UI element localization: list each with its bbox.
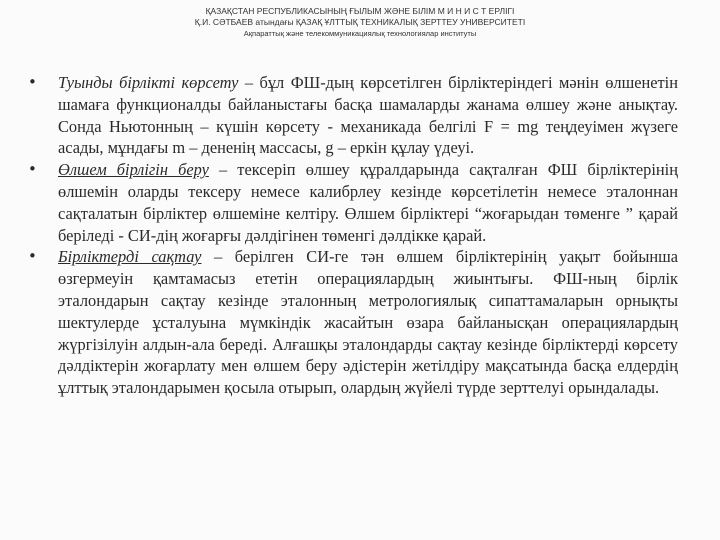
list-item [26, 72, 678, 159]
bullet-icon: • [28, 73, 37, 91]
list-item [26, 159, 678, 246]
header-institute: Ақпараттық және телекоммуникациялық технологиялар институты [243, 29, 477, 38]
item-text: – берілген СИ-ге тән өлшем бірліктерінің уақыт бойынша өзгермеуін қамтамасыз ететін операциялардың жиынтығы. ФШ-ның бірлік эталондарын сақтау кезінде эталонның метрологиялық сипаттамаларын орнықты шектулерде ұсталуына мүмкіндік жасайтын өзара байланысқан операциялардың жүргізілуін алдын-ала береді. Алғашқы эталондарды сақтау кезінде бірліктерді көрсету дәлдіктерін жоғарлату мен өлшем беру әдістерін жетілдіру мақсатында басқа елдердің ұлттық эталондарымен қосыла отырып, олардың жүйелі түрде зерттелуі орындалады. [58, 247, 679, 398]
item-text: – тексеріп өлшеу құралдарында сақталған ФШ бірліктерінің өлшемін оларды тексеру немесе калибрлеу кезінде көрсетілетін немесе эталоннан сақталатын бірліктер өлшеміне келтіру. Өлшем бірліктері “жоғарыдан төменге ” қарай беріледі - СИ-дің жоғарғы дәлдігінен төменгі дәлдікке қарай. [58, 160, 678, 245]
document-header [0, 6, 720, 39]
item-term: Өлшем бірлігін беру [58, 160, 209, 180]
bullet-icon: • [28, 160, 37, 179]
item-term: Туынды бірлікті көрсету [58, 73, 239, 92]
list-item [26, 246, 678, 399]
main-content [26, 72, 678, 399]
item-term: Бірліктерді сақтау [58, 247, 202, 267]
bullet-icon: • [28, 247, 37, 266]
header-university: Қ.И. СӘТБАЕВ атындағы ҚАЗАҚ ҰЛТТЫҚ ТЕХНИКАЛЫҚ ЗЕРТТЕУ УНИВЕРСИТЕТІ [194, 17, 526, 27]
header-ministry: ҚАЗАҚСТАН РЕСПУБЛИКАСЫНЫҢ ҒЫЛЫМ ЖӘНЕ БІЛІМ М И Н И С Т ЕРЛІГІ [205, 6, 515, 16]
item-text: – бұл ФШ-дың көрсетілген бірліктеріндегі мәнін өлшенетін шамаға функционалды байланыстағы басқа шамаларды жанама өлшеу және анықтау. Сонда Ньютонның – күшін көрсету - механикада белгілі F = mg теңдеуімен жүзеге асады, мұндағы m – дененің массасы, g – еркін құлау үдеуі. [58, 73, 678, 158]
